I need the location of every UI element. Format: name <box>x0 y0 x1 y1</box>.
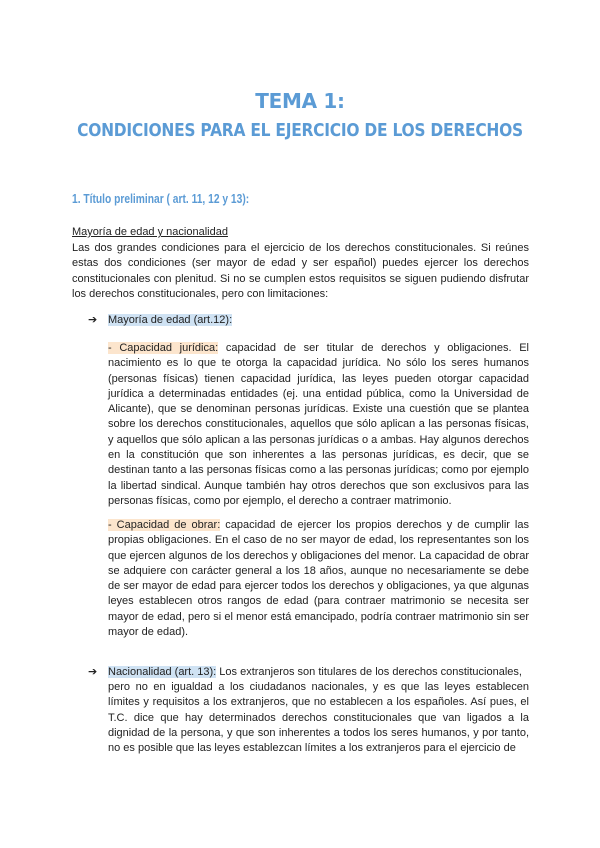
section-heading: 1. Título preliminar ( art. 11, 12 y 13): <box>72 192 250 206</box>
arrow-icon: ➔ <box>88 666 98 678</box>
document-title: TEMA 1: <box>255 89 345 113</box>
intro-paragraph: Las dos grandes condiciones para el ejercicio de los derechos constitucionales. Si reúnes estas dos condiciones (ser mayor de edad y ser español) puedes ejercer los derechos constitucionales con plenitud. Si no se cumplen estos requisitos se siguen pudiendo disfrutar los derechos constitucionales, pero con limitaciones: <box>72 242 529 300</box>
bullet-nacionalidad <box>88 665 529 680</box>
document-subtitle: CONDICIONES PARA EL EJERCICIO DE LOS DERECHOS <box>77 120 523 141</box>
nacionalidad-paragraph: pero no en igualdad a los ciudadanos nacionales, y es que las leyes establecen límites y requisitos a los extranjeros, que no establecen a los españoles. Así pues, el T.C. dice que hay determinados derechos constitucionales que van ligados a la dignidad de la persona, y que son inherentes a todos los seres humanos, y por tanto, no es posible que las leyes establezcan límites a los extranjeros para el ejercicio de <box>108 681 529 755</box>
capacidad-obrar-label: - Capacidad de obrar: <box>108 519 221 531</box>
capacidad-obrar-text: capacidad de ejercer los propios derechos y de cumplir las propias obligaciones. En el caso de no ser mayor de edad, los representantes son los que ejercen algunos de los derechos y obligaciones del menor. La capacidad de obrar se adquiere con carácter general a los 18 años, aunque no necesariamente se debe de ser mayor de edad para ejercer todos los derechos y obligaciones, ya que algunas leyes establecen otros rangos de edad (para contraer matrimonio se necesita ser mayor de edad, pero si el menor está emancipado, podría contraer matrimonio sin ser mayor de edad). <box>108 519 529 639</box>
capacidad-juridica-text: capacidad de ser titular de derechos y obligaciones. El nacimiento es lo que te otorga la capacidad jurídica. No sólo los seres humanos (personas físicas) tienen capacidad jurídica, las leyes pueden otorgar capacidad jurídica a determinadas entidades (ej. una entidad pública, como la Universidad de Alicante), que se denominan personas jurídicas. Existe una cuestión que se plantea sobre los derechos constitucionales, aquellos que sólo aplican a las personas físicas, y aquellos que sólo aplican a las personas jurídicas o a ambas. Hay algunos derechos en la constitución que son inherentes a las personas jurídicas, es decir, que se destinan tanto a las personas físicas como a las personas jurídicas; como por ejemplo la libertad sindical. Aunque también hay otros derechos que son exclusivos para las personas físicas, como por ejemplo, el derecho a contraer matrimonio. <box>108 342 529 507</box>
capacidad-juridica-label: - Capacidad jurídica: <box>108 342 219 354</box>
sub-heading: Mayoría de edad y nacionalidad <box>72 226 228 238</box>
capacidad-juridica-paragraph <box>108 341 529 509</box>
nacionalidad-first-line: Los extranjeros son titulares de los derechos constitucionales, <box>216 666 522 678</box>
bullet-label: Mayoría de edad (art.12): <box>108 314 233 326</box>
bullet-mayoria-de-edad <box>88 313 232 328</box>
bullet-label: Nacionalidad (art. 13): <box>108 666 217 678</box>
capacidad-obrar-paragraph <box>108 518 529 640</box>
arrow-icon: ➔ <box>88 314 98 326</box>
